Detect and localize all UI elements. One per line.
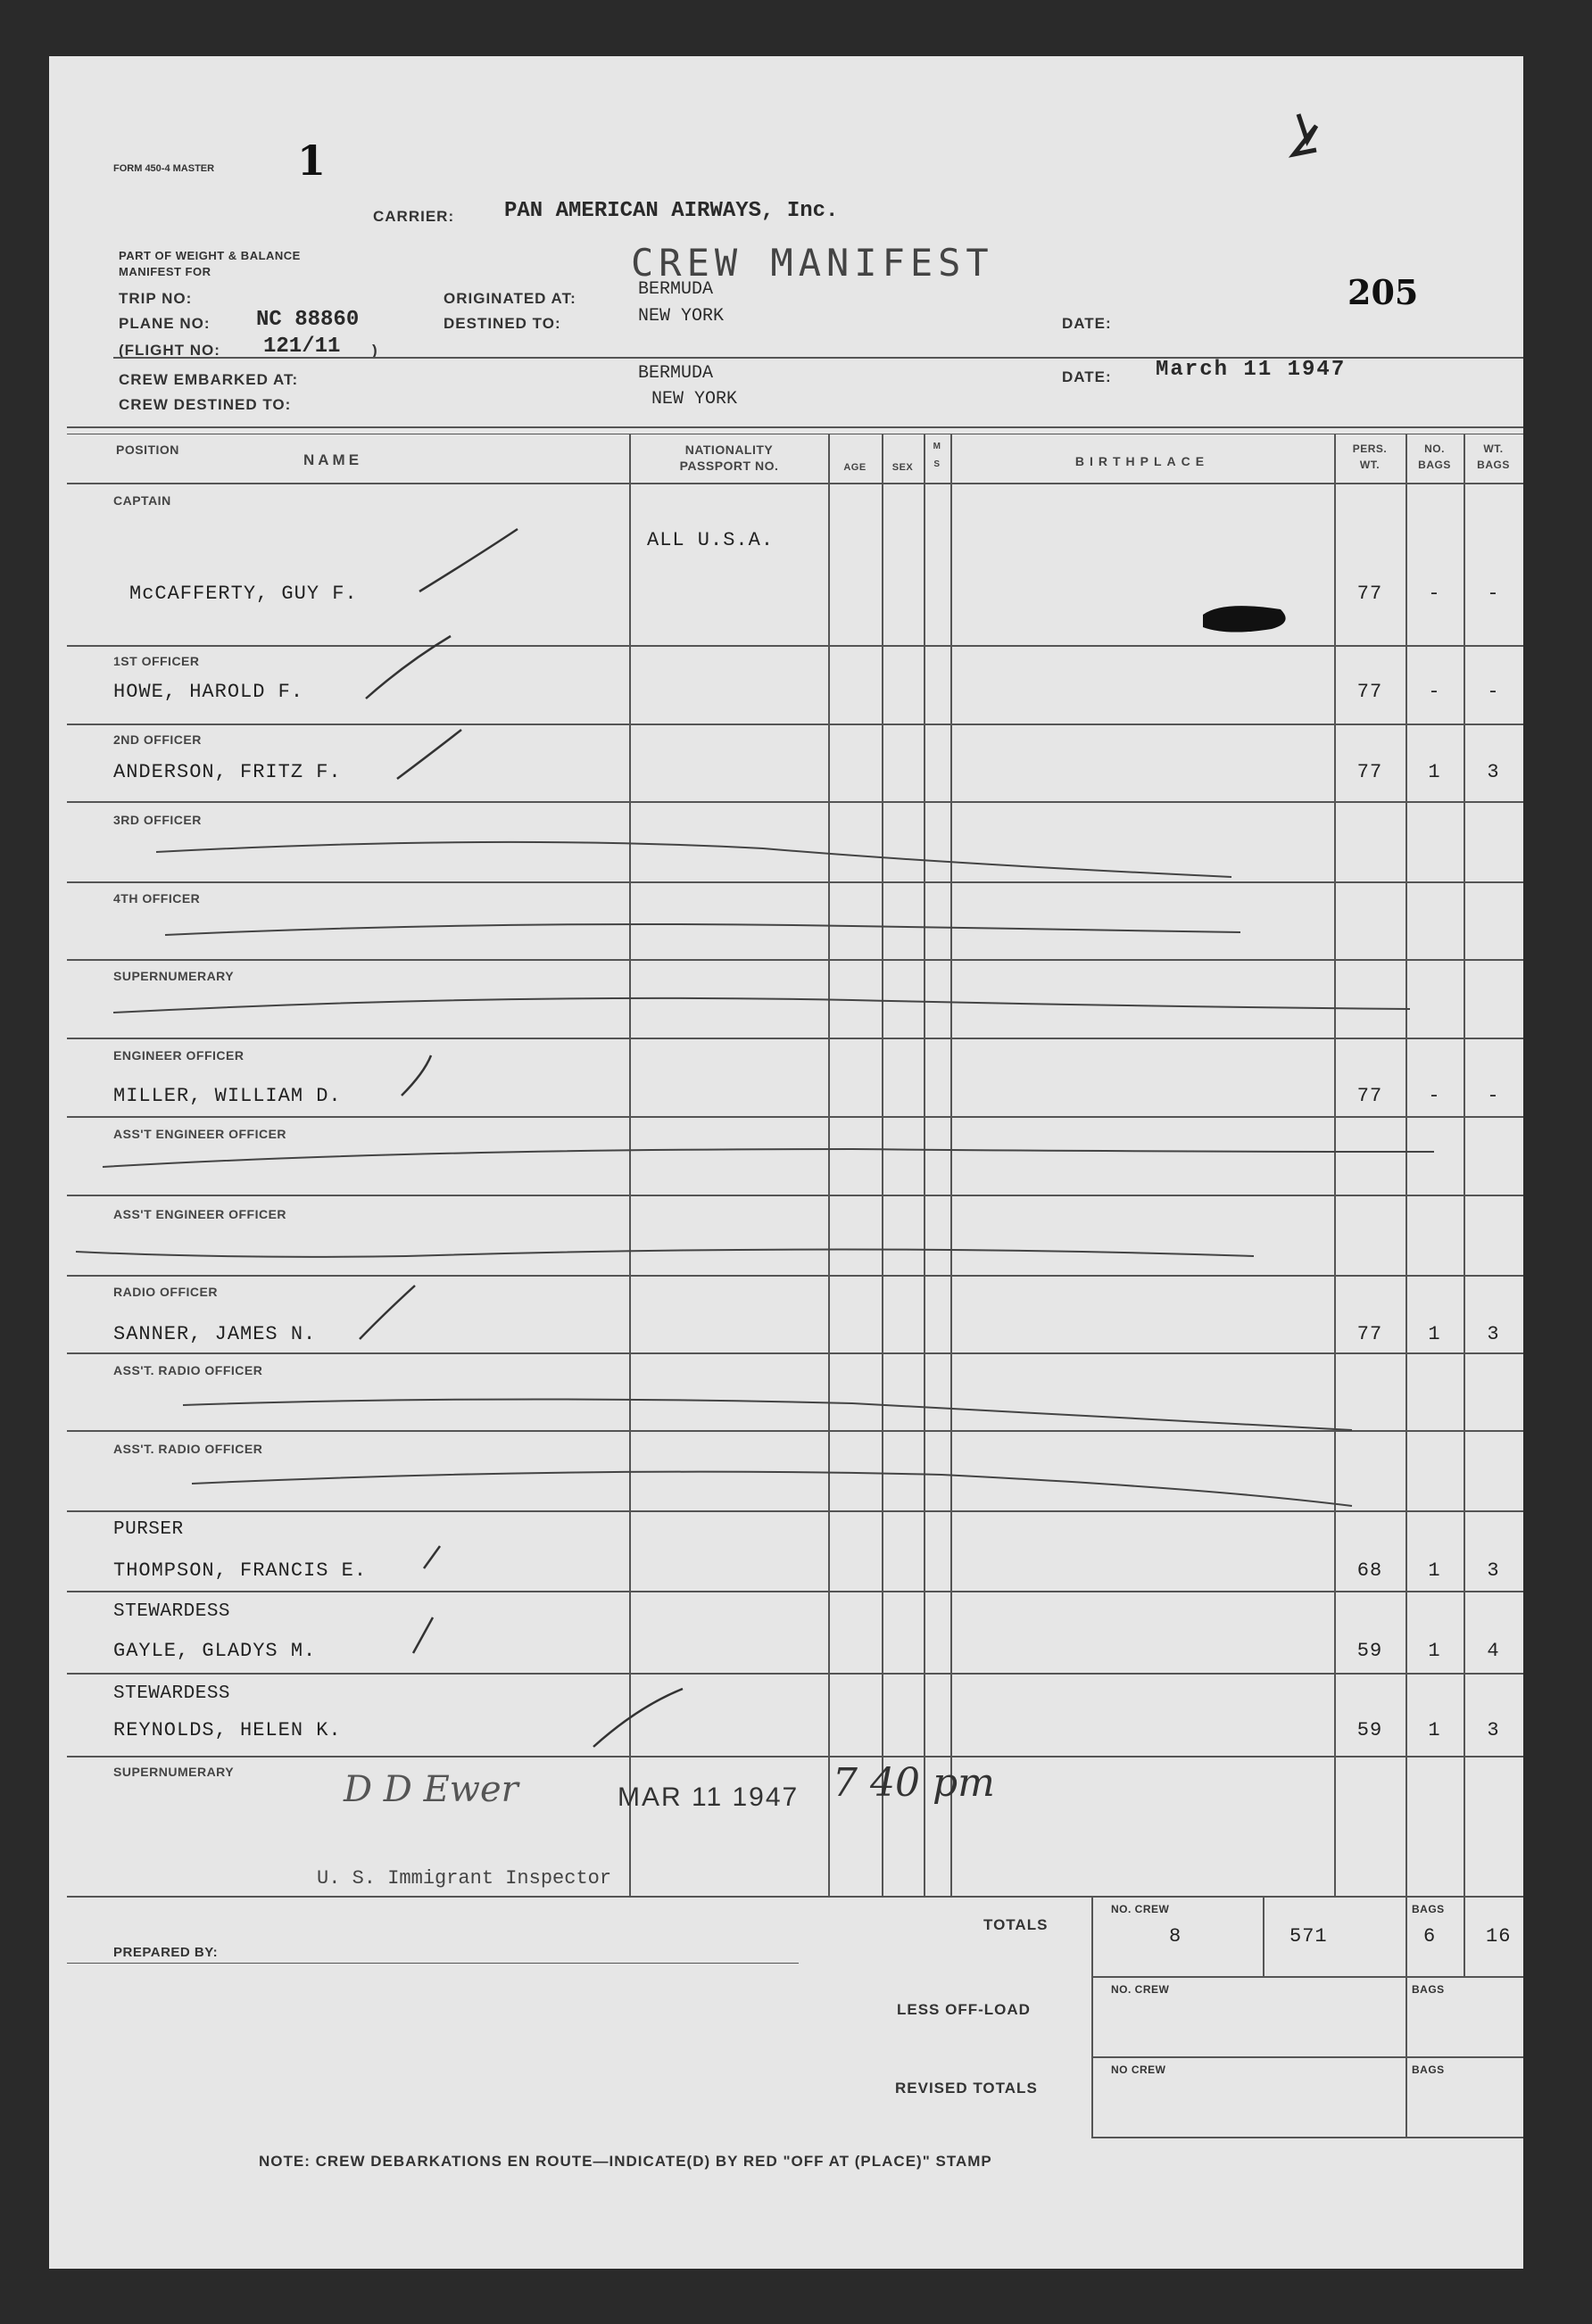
row-name: ANDERSON, FRITZ F.: [113, 761, 342, 783]
row-position: 1ST OFFICER: [113, 654, 200, 668]
row-position: 3RD OFFICER: [113, 813, 202, 827]
footer-note: NOTE: CREW DEBARKATIONS EN ROUTE—INDICATE(D) BY RED "OFF AT (PLACE)" STAMP: [259, 2153, 992, 2170]
row-name: MILLER, WILLIAM D.: [113, 1085, 342, 1107]
row-no-bags: 1: [1428, 1640, 1441, 1662]
plane-no-value: NC 88860: [256, 308, 360, 332]
row-wt: 59: [1356, 1640, 1383, 1662]
originated-label: ORIGINATED AT:: [444, 290, 576, 307]
totals-no-crew-label: NO. CREW: [1111, 1903, 1170, 1915]
row-wt-bags: 3: [1487, 761, 1500, 783]
destined-value: NEW YORK: [638, 306, 725, 327]
crew-embarked-label: CREW EMBARKED AT:: [119, 371, 299, 388]
inspector-signature: D D Ewer: [344, 1769, 518, 1810]
row-name: THOMPSON, FRANCIS E.: [113, 1559, 368, 1582]
totals-bags: 6: [1423, 1925, 1437, 1948]
row-wt: 77: [1356, 1085, 1383, 1107]
totals-label: TOTALS: [983, 1916, 1049, 1933]
row-position: ASS'T ENGINEER OFFICER: [113, 1127, 287, 1141]
row-position: ENGINEER OFFICER: [113, 1048, 245, 1063]
header-no: NO.: [1424, 442, 1445, 455]
header-birthplace: BIRTHPLACE: [1074, 454, 1210, 468]
row-position: ASS'T. RADIO OFFICER: [113, 1442, 263, 1456]
row-position: ASS'T ENGINEER OFFICER: [113, 1207, 287, 1221]
header-s: S: [933, 459, 941, 469]
page-title: CREW MANIFEST: [631, 241, 994, 285]
strike-lines: [76, 842, 1434, 1506]
plane-no-label: PLANE NO:: [119, 315, 211, 332]
flight-no-label: (FLIGHT NO:: [119, 342, 220, 359]
page-number: 205: [1347, 272, 1419, 312]
header-name: NAME: [303, 451, 363, 468]
crew-destined-label: CREW DESTINED TO:: [119, 396, 292, 413]
header-sex: SEX: [891, 462, 914, 473]
carrier-value: PAN AMERICAN AIRWAYS, Inc.: [504, 199, 839, 223]
nationality-all: ALL U.S.A.: [647, 529, 775, 551]
row-wt-bags: -: [1487, 681, 1500, 703]
row-position: RADIO OFFICER: [113, 1285, 218, 1299]
row-position: STEWARDESS: [113, 1601, 231, 1622]
totals-weight: 571: [1289, 1925, 1328, 1948]
header-nationality: NATIONALITY: [684, 442, 774, 457]
originated-value: BERMUDA: [638, 279, 714, 300]
crew-destined-value: NEW YORK: [651, 389, 738, 409]
row-wt: 77: [1356, 681, 1383, 703]
row-name: GAYLE, GLADYS M.: [113, 1640, 317, 1662]
row-no-bags: -: [1428, 1085, 1441, 1107]
destined-label: DESTINED TO:: [444, 315, 561, 332]
date-label-1: DATE:: [1062, 315, 1112, 332]
row-position: STEWARDESS: [113, 1683, 231, 1704]
less-offload-label: LESS OFF-LOAD: [897, 2001, 1031, 2018]
header-bags: BAGS: [1418, 459, 1451, 471]
row-no-bags: 1: [1428, 1719, 1441, 1741]
row-name: REYNOLDS, HELEN K.: [113, 1719, 342, 1741]
row-wt: 68: [1356, 1559, 1383, 1582]
stamp-date: MAR 11 1947: [618, 1782, 800, 1812]
flight-no-suffix: ): [372, 342, 378, 359]
row-position: ASS'T. RADIO OFFICER: [113, 1363, 263, 1377]
handwritten-number: 1: [297, 136, 327, 185]
row-no-bags: 1: [1428, 1559, 1441, 1582]
date-value: March 11 1947: [1156, 358, 1347, 382]
row-wt: 77: [1356, 583, 1383, 605]
revised-bags-label: BAGS: [1412, 2063, 1445, 2076]
row-name: HOWE, HAROLD F.: [113, 681, 304, 703]
row-name: SANNER, JAMES N.: [113, 1323, 317, 1345]
totals-bags-wt: 16: [1486, 1925, 1512, 1948]
ink-blot-icon: [1203, 606, 1286, 632]
manifest-for-label: MANIFEST FOR: [119, 265, 211, 278]
prepared-by-label: PREPARED BY:: [113, 1945, 219, 1960]
header-position: POSITION: [116, 442, 179, 457]
row-wt-bags: 3: [1487, 1719, 1500, 1741]
handwritten-marks: [49, 56, 1523, 2269]
trip-no-label: TRIP NO:: [119, 290, 193, 307]
row-wt: 59: [1356, 1719, 1383, 1741]
totals-bags-label: BAGS: [1412, 1903, 1445, 1915]
revised-no-crew-label: NO CREW: [1111, 2063, 1166, 2076]
inspector-title: U. S. Immigrant Inspector: [317, 1867, 612, 1890]
header-pers: PERS.: [1352, 442, 1388, 455]
row-position: 4TH OFFICER: [113, 891, 201, 906]
less-no-crew-label: NO. CREW: [1111, 1983, 1170, 1996]
form-id: FORM 450-4 MASTER: [113, 163, 215, 174]
row-position: 2ND OFFICER: [113, 732, 202, 747]
checkmarks: [360, 529, 683, 1747]
header-age: AGE: [843, 462, 866, 473]
header-wt-bags: WT.: [1483, 442, 1504, 455]
header-m: M: [933, 442, 941, 451]
row-wt: 77: [1356, 761, 1383, 783]
header-wt-bags-2: BAGS: [1477, 459, 1510, 471]
date-label-2: DATE:: [1062, 368, 1112, 385]
row-position: SUPERNUMERARY: [113, 969, 235, 983]
row-position: CAPTAIN: [113, 493, 171, 508]
row-wt-bags: 4: [1487, 1640, 1500, 1662]
row-position: SUPERNUMERARY: [113, 1765, 235, 1779]
row-no-bags: 1: [1428, 1323, 1441, 1345]
row-wt: 77: [1356, 1323, 1383, 1345]
less-bags-label: BAGS: [1412, 1983, 1445, 1996]
row-no-bags: 1: [1428, 761, 1441, 783]
row-wt-bags: 3: [1487, 1323, 1500, 1345]
corner-mark-icon: [1294, 114, 1316, 154]
row-wt-bags: -: [1487, 583, 1500, 605]
totals-no-crew: 8: [1169, 1925, 1182, 1948]
row-wt-bags: 3: [1487, 1559, 1500, 1582]
manifest-sheet: [49, 56, 1523, 2269]
row-no-bags: -: [1428, 681, 1441, 703]
header-wt: WT.: [1359, 459, 1381, 471]
revised-totals-label: REVISED TOTALS: [895, 2080, 1038, 2097]
row-wt-bags: -: [1487, 1085, 1500, 1107]
row-name: McCAFFERTY, GUY F.: [129, 583, 358, 605]
row-no-bags: -: [1428, 583, 1441, 605]
carrier-label: CARRIER:: [373, 208, 455, 225]
stamp-time: 7 40 pm: [833, 1760, 995, 1806]
part-of-label: PART OF WEIGHT & BALANCE: [119, 249, 301, 262]
crew-embarked-value: BERMUDA: [638, 363, 714, 384]
header-passport: PASSPORT NO.: [679, 459, 779, 473]
flight-no-value: 121/11: [263, 335, 341, 359]
row-position: PURSER: [113, 1519, 184, 1540]
